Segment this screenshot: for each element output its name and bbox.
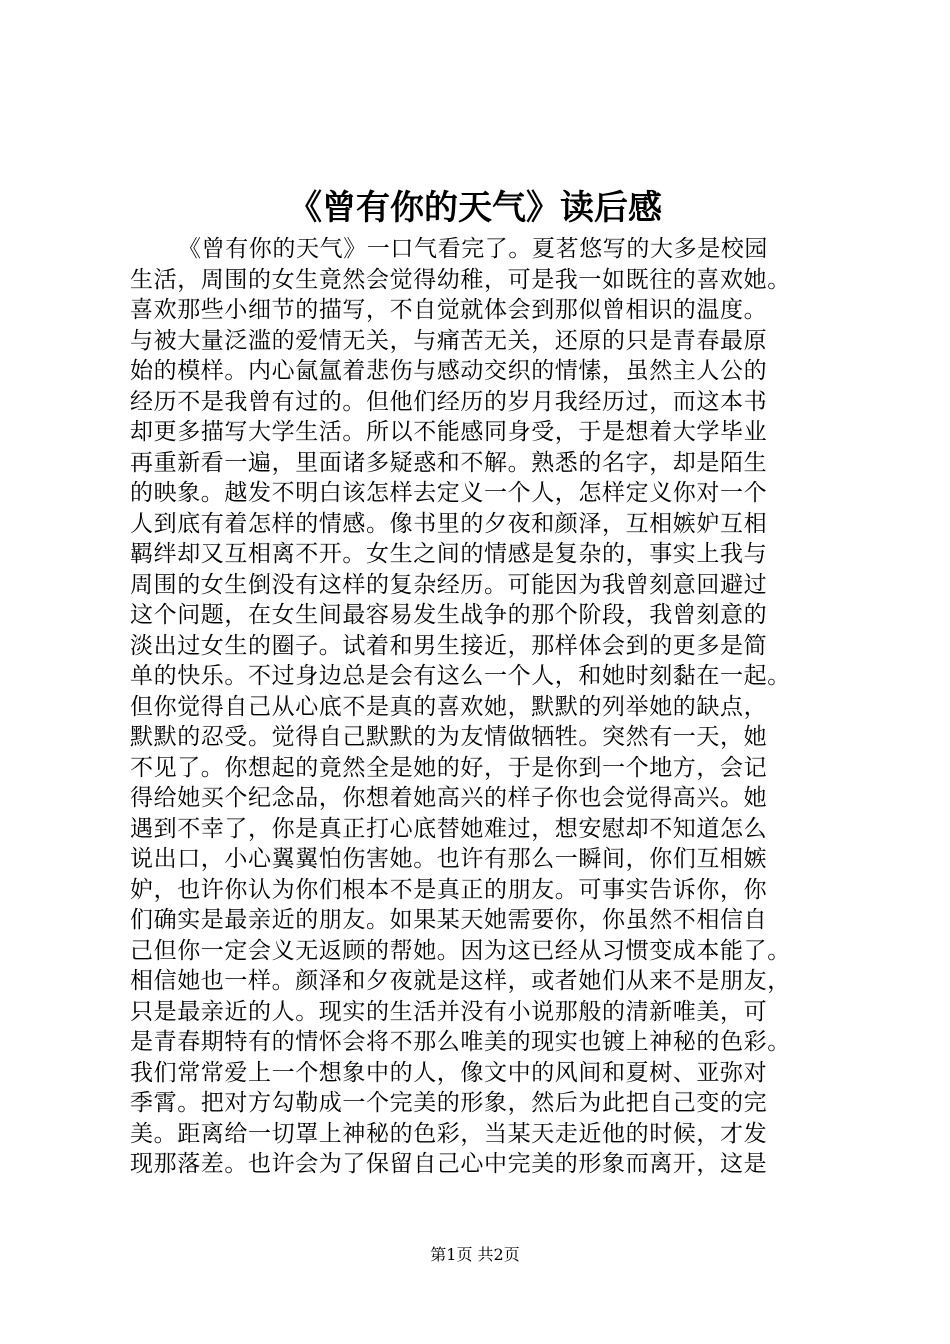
body-line: 经历不是我曾有过的。但他们经历的岁月我经历过，而这本书 — [130, 388, 768, 415]
body-line: 说出口，小心翼翼怕伤害她。也许有那么一瞬间，你们互相嫉 — [130, 846, 768, 872]
body-line: 季霄。把对方勾勒成一个完美的形象，然后为此把自己变的完 — [130, 1090, 768, 1116]
body-line: 遇到不幸了，你是真正打心底替她难过，想安慰却不知道怎么 — [130, 815, 768, 842]
body-line: 《曾有你的天气》一口气看完了。夏茗悠写的大多是校园 — [178, 236, 768, 262]
body-line: 周围的女生倒没有这样的复杂经历。可能因为我曾刻意回避过 — [130, 571, 768, 598]
body-line: 始的模样。内心氤氲着悲伤与感动交织的情愫，虽然主人公的 — [130, 358, 768, 384]
body-line: 人到底有着怎样的情感。像书里的夕夜和颜泽，互相嫉妒互相 — [130, 510, 768, 537]
body-line: 不见了。你想起的竟然全是她的好，于是你到一个地方，会记 — [130, 754, 768, 781]
body-line: 淡出过女生的圈子。试着和男生接近，那样体会到的更多是简 — [130, 632, 768, 659]
body-line: 是青春期特有的情怀会将不那么唯美的现实也镀上神秘的色彩。 — [130, 1029, 791, 1055]
body-line: 现那落差。也许会为了保留自己心中完美的形象而离开，这是 — [130, 1151, 768, 1177]
body-line: 单的快乐。不过身边总是会有这么一个人，和她时刻黏在一起。 — [130, 663, 791, 689]
body-line: 美。距离给一切罩上神秘的色彩，当某天走近他的时候，才发 — [130, 1120, 768, 1147]
body-line: 喜欢那些小细节的描写，不自觉就体会到那似曾相识的温度。 — [130, 297, 768, 323]
body-line: 得给她买个纪念品，你想着她高兴的样子你也会觉得高兴。她 — [130, 785, 768, 811]
body-line: 相信她也一样。颜泽和夕夜就是这样，或者她们从来不是朋友， — [130, 968, 791, 994]
page-title: 《曾有你的天气》读后感 — [288, 188, 662, 228]
body-line: 们确实是最亲近的朋友。如果某天她需要你，你虽然不相信自 — [130, 907, 768, 933]
body-line: 但你觉得自己从心底不是真的喜欢她，默默的列举她的缺点， — [130, 693, 768, 720]
body-line: 生活，周围的女生竟然会觉得幼稚，可是我一如既往的喜欢她。 — [130, 266, 791, 293]
article-body — [130, 234, 848, 1180]
body-line: 却更多描写大学生活。所以不能感同身受，于是想着大学毕业 — [130, 419, 768, 445]
body-line: 这个问题，在女生间最容易发生战争的那个阶段，我曾刻意的 — [130, 602, 768, 628]
body-line: 己但你一定会义无返顾的帮她。因为这已经从习惯变成本能了。 — [130, 937, 791, 964]
body-line: 再重新看一遍，里面诸多疑惑和不解。熟悉的名字，却是陌生 — [130, 449, 768, 476]
body-line: 与被大量泛滥的爱情无关，与痛苦无关，还原的只是青春最原 — [130, 327, 768, 354]
page-footer: 第1页 共2页 — [430, 1245, 520, 1264]
body-line: 的映象。越发不明白该怎样去定义一个人，怎样定义你对一个 — [130, 480, 768, 506]
body-line: 妒，也许你认为你们根本不是真正的朋友。可事实告诉你，你 — [130, 876, 768, 903]
body-line: 羁绊却又互相离不开。女生之间的情感是复杂的，事实上我与 — [130, 541, 768, 567]
body-line: 我们常常爱上一个想象中的人，像文中的风间和夏树、亚弥对 — [130, 1059, 768, 1086]
body-line: 默默的忍受。觉得自己默默的为友情做牺牲。突然有一天，她 — [130, 724, 768, 750]
body-line: 只是最亲近的人。现实的生活并没有小说那般的清新唯美，可 — [130, 998, 768, 1025]
